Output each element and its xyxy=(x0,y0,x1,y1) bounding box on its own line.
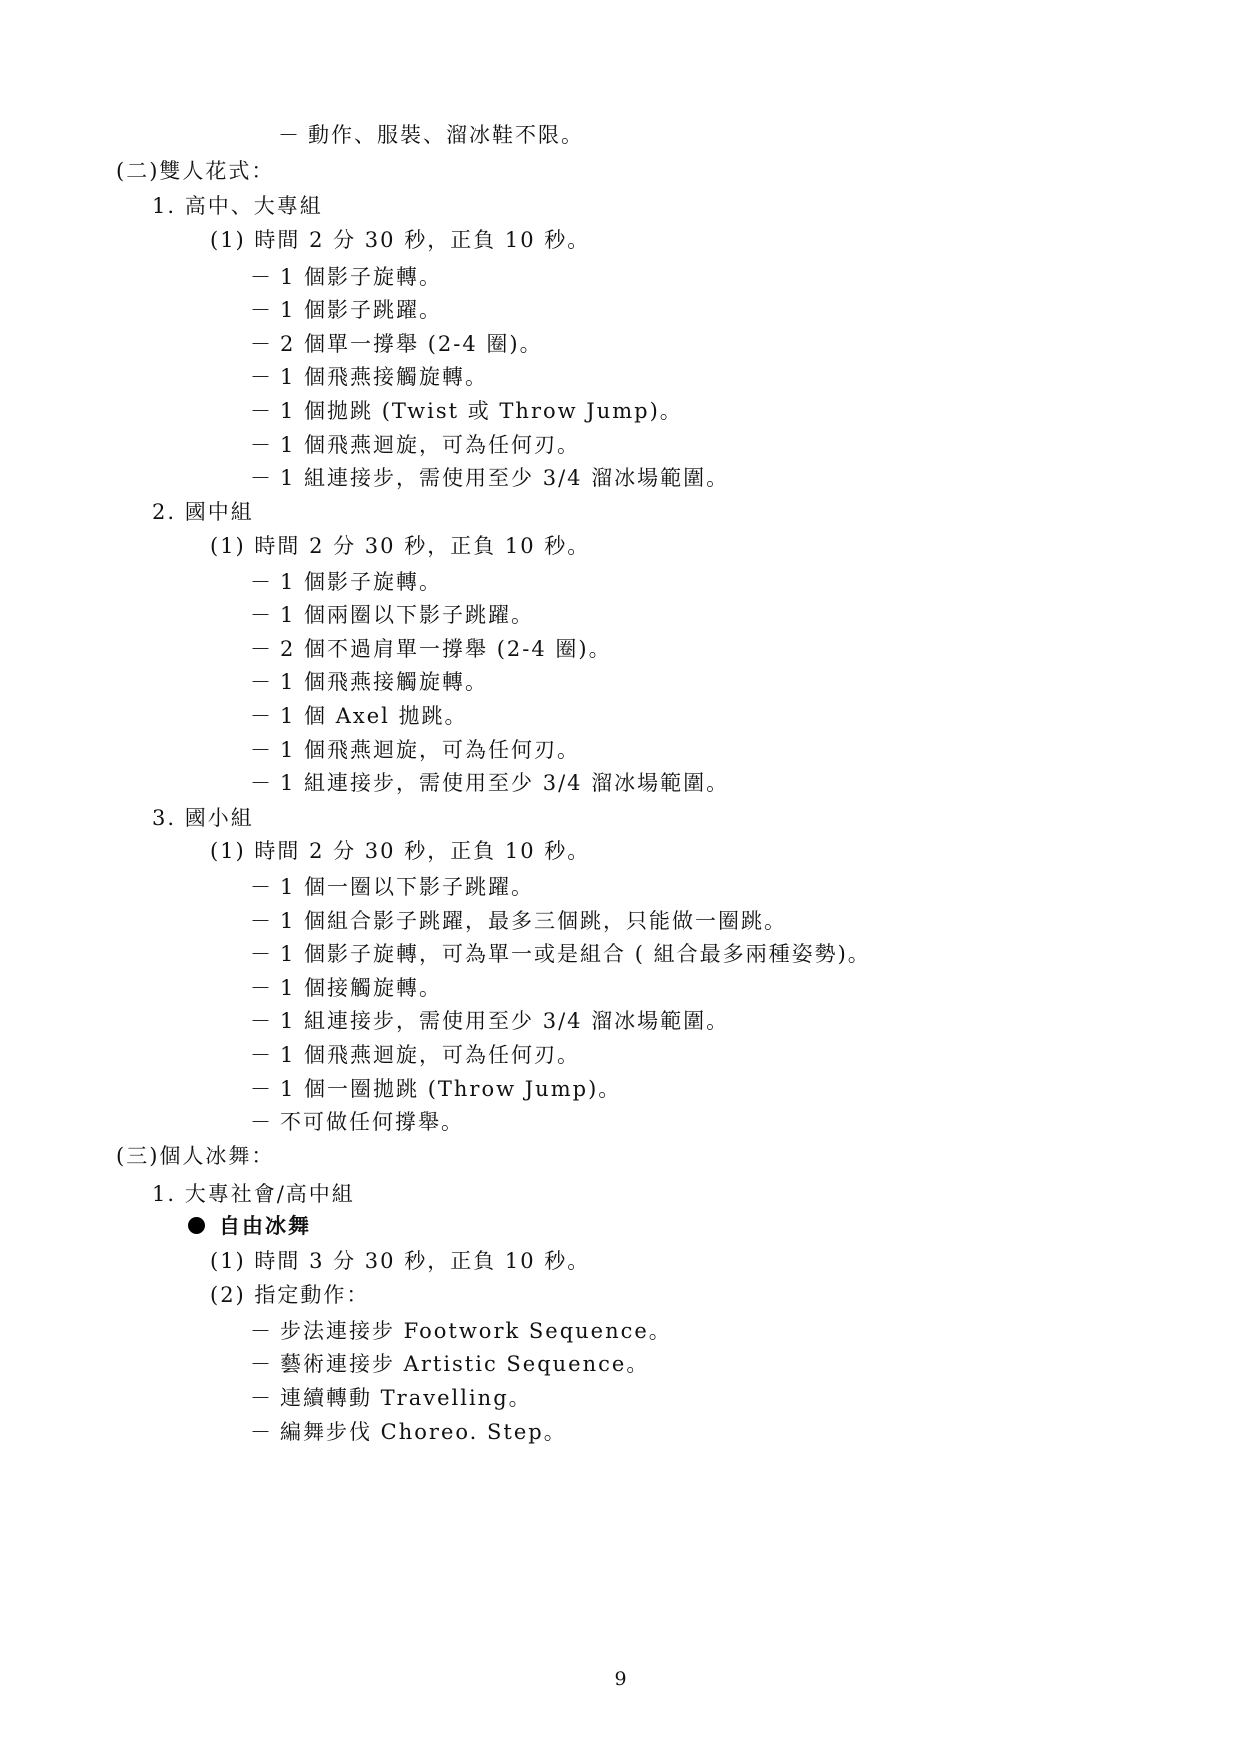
list-item: － 1 個影子旋轉，可為單一或是組合 ( 組合最多兩種姿勢)。 xyxy=(250,942,871,966)
moves-label: (2) 指定動作： xyxy=(210,1283,370,1307)
time-rule: (1) 時間 2 分 30 秒，正負 10 秒。 xyxy=(210,228,591,252)
group-title: 3. 國小組 xyxy=(152,806,254,830)
list-item: － 藝術連接步 Artistic Sequence。 xyxy=(250,1352,650,1376)
list-item: － 1 個 Axel 拋跳。 xyxy=(250,704,468,728)
list-item: － 1 個拋跳 (Twist 或 Throw Jump)。 xyxy=(250,399,683,423)
list-item: － 編舞步伐 Choreo. Step。 xyxy=(250,1420,567,1444)
list-item: － 動作、服裝、溜冰鞋不限。 xyxy=(278,123,584,147)
list-item: － 1 個接觸旋轉。 xyxy=(250,976,443,1000)
time-rule: (1) 時間 2 分 30 秒，正負 10 秒。 xyxy=(210,534,591,558)
list-item: － 1 組連接步，需使用至少 3/4 溜冰場範圍。 xyxy=(250,1009,730,1033)
list-item: － 1 個飛燕迴旋，可為任何刃。 xyxy=(250,738,581,762)
section-heading: (二)雙人花式： xyxy=(116,159,275,183)
group-title: 2. 國中組 xyxy=(152,500,254,524)
list-item: － 1 組連接步，需使用至少 3/4 溜冰場範圍。 xyxy=(250,771,730,795)
section-heading: (三)個人冰舞： xyxy=(116,1144,275,1168)
list-item: － 1 個一圈拋跳 (Throw Jump)。 xyxy=(250,1077,622,1101)
list-item: － 2 個不過肩單一撐舉 (2-4 圈)。 xyxy=(250,637,612,661)
list-item: － 1 個影子旋轉。 xyxy=(250,265,443,289)
list-item: － 2 個單一撐舉 (2-4 圈)。 xyxy=(250,332,543,356)
list-item: － 1 組連接步，需使用至少 3/4 溜冰場範圍。 xyxy=(250,466,730,490)
list-item: － 1 個組合影子跳躍，最多三個跳，只能做一圈跳。 xyxy=(250,909,788,933)
time-rule: (1) 時間 2 分 30 秒，正負 10 秒。 xyxy=(210,839,591,863)
page-number: 9 xyxy=(614,1668,627,1690)
time-rule: (1) 時間 3 分 30 秒，正負 10 秒。 xyxy=(210,1249,591,1273)
list-item: － 不可做任何撐舉。 xyxy=(250,1110,464,1134)
group-title: 1. 高中、大專組 xyxy=(152,194,323,218)
list-item: － 1 個飛燕迴旋，可為任何刃。 xyxy=(250,433,581,457)
list-item: － 連續轉動 Travelling。 xyxy=(250,1386,532,1410)
bullet-item: 自由冰舞 xyxy=(188,1213,311,1239)
list-item: － 1 個飛燕接觸旋轉。 xyxy=(250,670,489,694)
list-item: － 1 個影子旋轉。 xyxy=(250,570,443,594)
group-title: 1. 大專社會/高中組 xyxy=(152,1182,355,1206)
list-item: － 1 個飛燕接觸旋轉。 xyxy=(250,365,489,389)
list-item: － 1 個飛燕迴旋，可為任何刃。 xyxy=(250,1043,581,1067)
list-item: － 1 個影子跳躍。 xyxy=(250,298,443,322)
dash-mark: － xyxy=(278,123,301,147)
list-item: － 步法連接步 Footwork Sequence。 xyxy=(250,1319,672,1343)
list-item: － 1 個兩圈以下影子跳躍。 xyxy=(250,603,535,627)
bullet-icon xyxy=(188,1217,205,1234)
list-item: － 1 個一圈以下影子跳躍。 xyxy=(250,875,535,899)
